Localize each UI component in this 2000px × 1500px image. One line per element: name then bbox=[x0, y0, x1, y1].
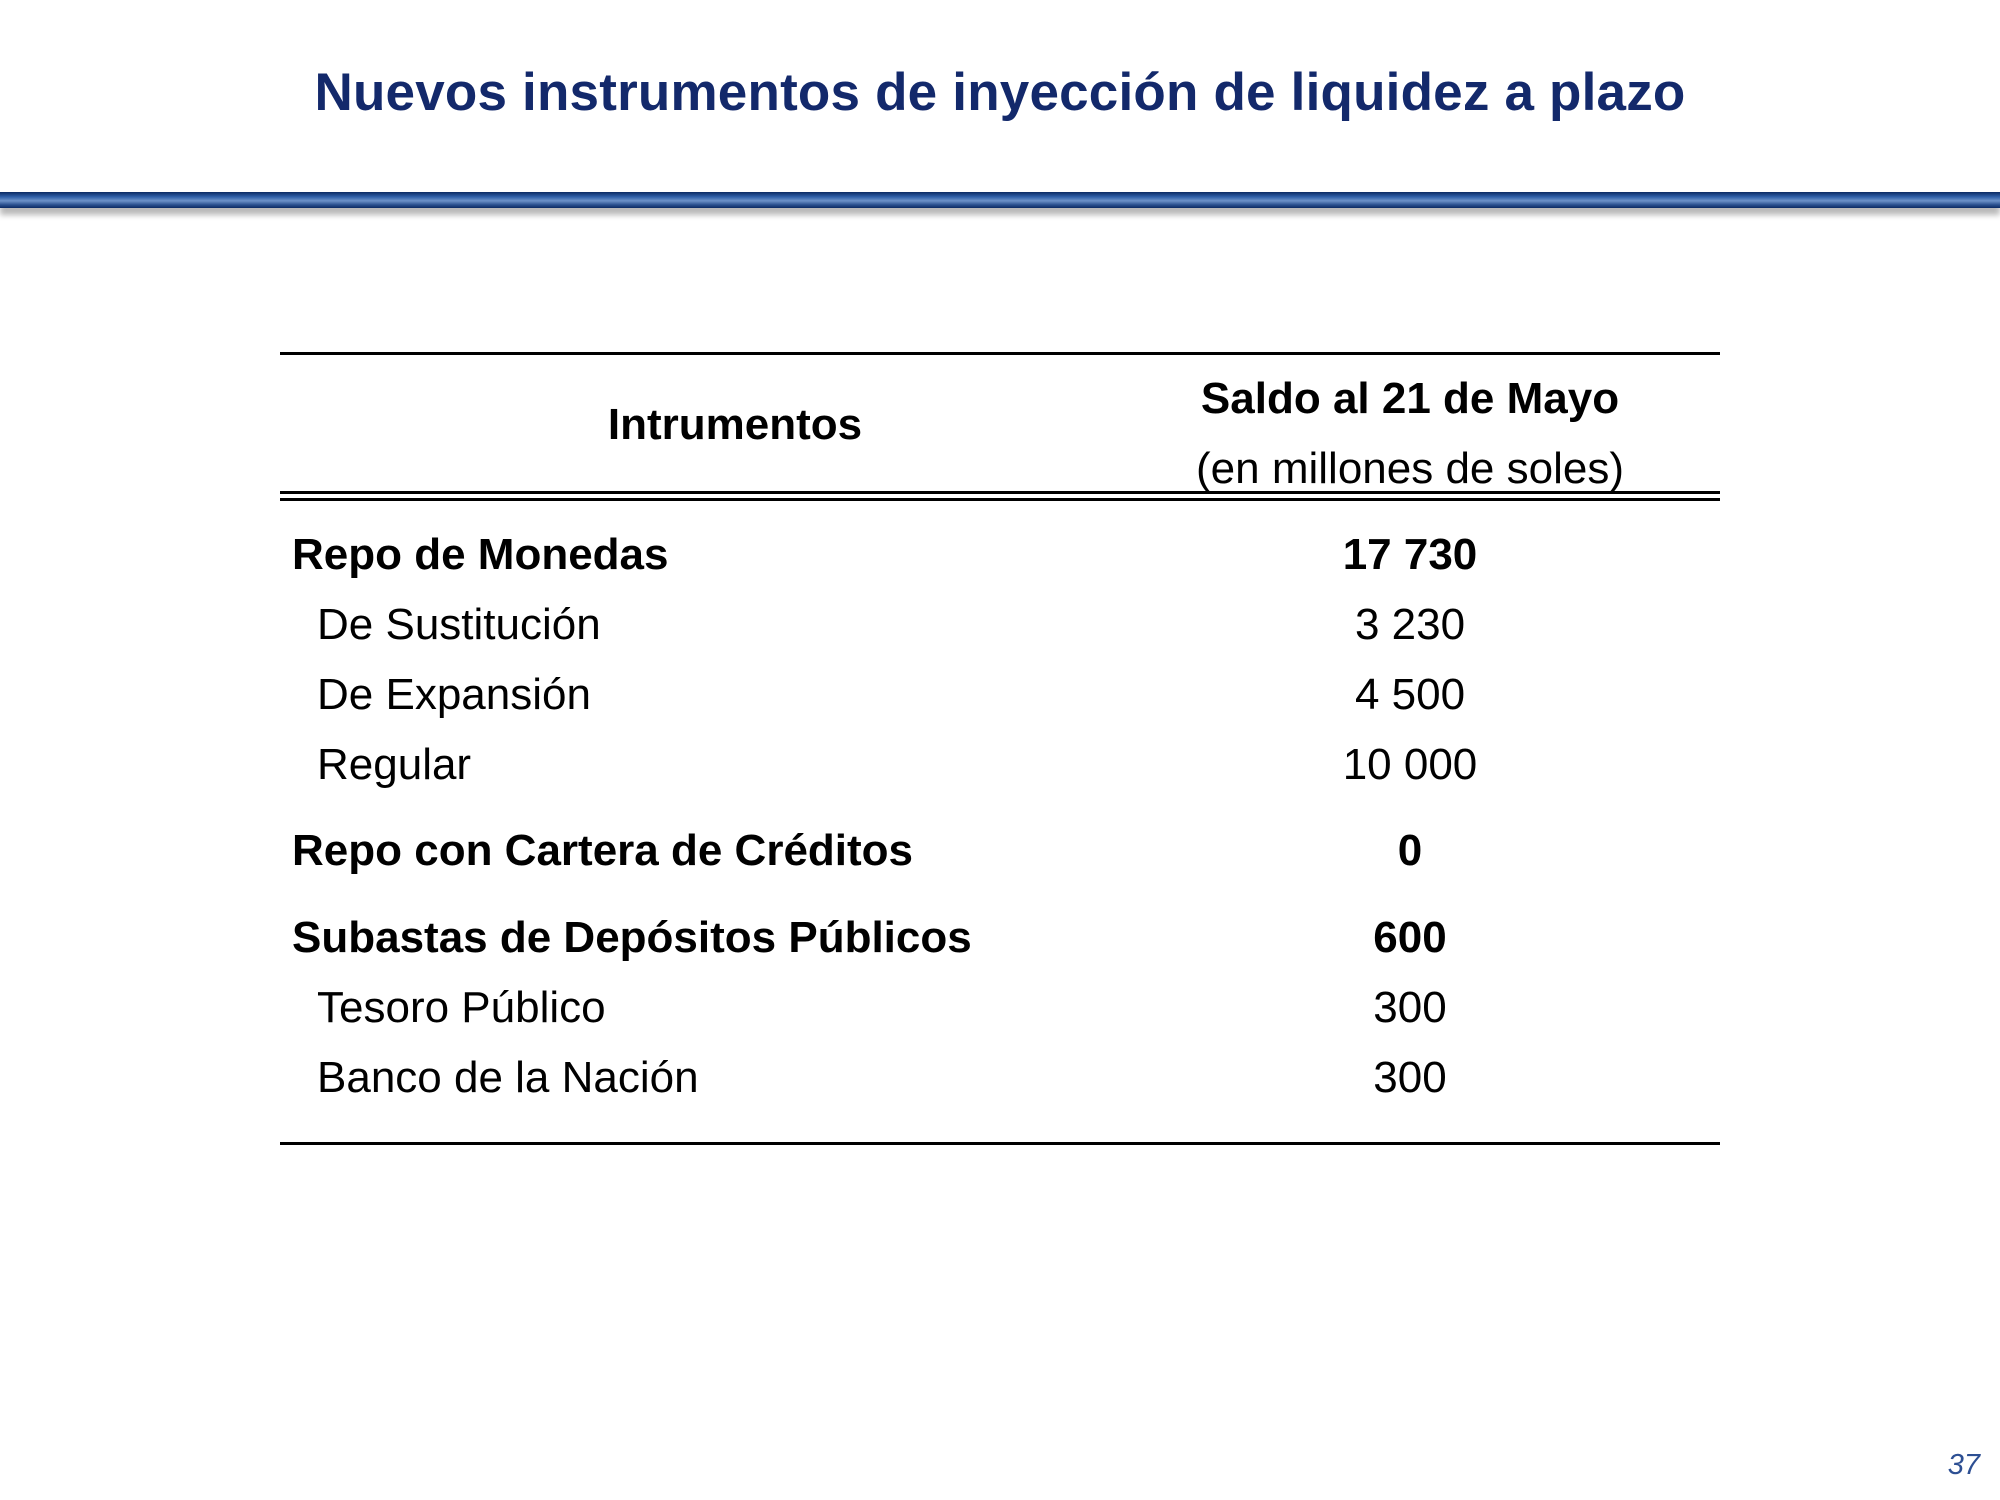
page-number: 37 bbox=[1947, 1449, 1980, 1481]
row-value: 0 bbox=[1397, 826, 1423, 875]
table-row-tesoro bbox=[280, 983, 1720, 1043]
row-label: De Expansión bbox=[317, 670, 591, 719]
row-label: Subastas de Depósitos Públicos bbox=[292, 913, 972, 962]
table-row-sustitucion bbox=[280, 600, 1720, 660]
row-label: Repo con Cartera de Créditos bbox=[292, 826, 914, 875]
row-value: 10 000 bbox=[1342, 740, 1478, 789]
table-top-rule bbox=[280, 352, 1720, 355]
table-row-banco-nacion bbox=[280, 1053, 1720, 1113]
table-row-regular bbox=[280, 740, 1720, 800]
table-row-expansion bbox=[280, 670, 1720, 730]
title-divider bbox=[0, 192, 2000, 208]
header-double-rule bbox=[280, 491, 1720, 501]
row-label: Banco de la Nación bbox=[317, 1053, 699, 1102]
header-saldo bbox=[1160, 364, 1660, 504]
slide-title: Nuevos instrumentos de inyección de liquidez a plazo bbox=[314, 63, 1686, 122]
row-value: 300 bbox=[1373, 983, 1447, 1032]
row-label: Repo de Monedas bbox=[292, 530, 669, 579]
row-value: 3 230 bbox=[1354, 600, 1466, 649]
header-saldo-units: (en millones de soles) bbox=[1196, 444, 1624, 493]
table-row-subastas bbox=[280, 913, 1720, 973]
row-value: 300 bbox=[1373, 1053, 1447, 1102]
table-row-repo-monedas bbox=[280, 530, 1720, 590]
table-bottom-rule bbox=[280, 1142, 1720, 1145]
row-value: 4 500 bbox=[1354, 670, 1466, 719]
row-value: 600 bbox=[1373, 913, 1447, 962]
row-label: Regular bbox=[317, 740, 472, 789]
header-instrumentos: Intrumentos bbox=[607, 400, 863, 449]
row-label: De Sustitución bbox=[317, 600, 601, 649]
row-value: 17 730 bbox=[1342, 530, 1478, 579]
header-saldo-title: Saldo al 21 de Mayo bbox=[1200, 374, 1620, 423]
table-row-repo-cartera bbox=[280, 826, 1720, 886]
row-label: Tesoro Público bbox=[317, 983, 606, 1032]
